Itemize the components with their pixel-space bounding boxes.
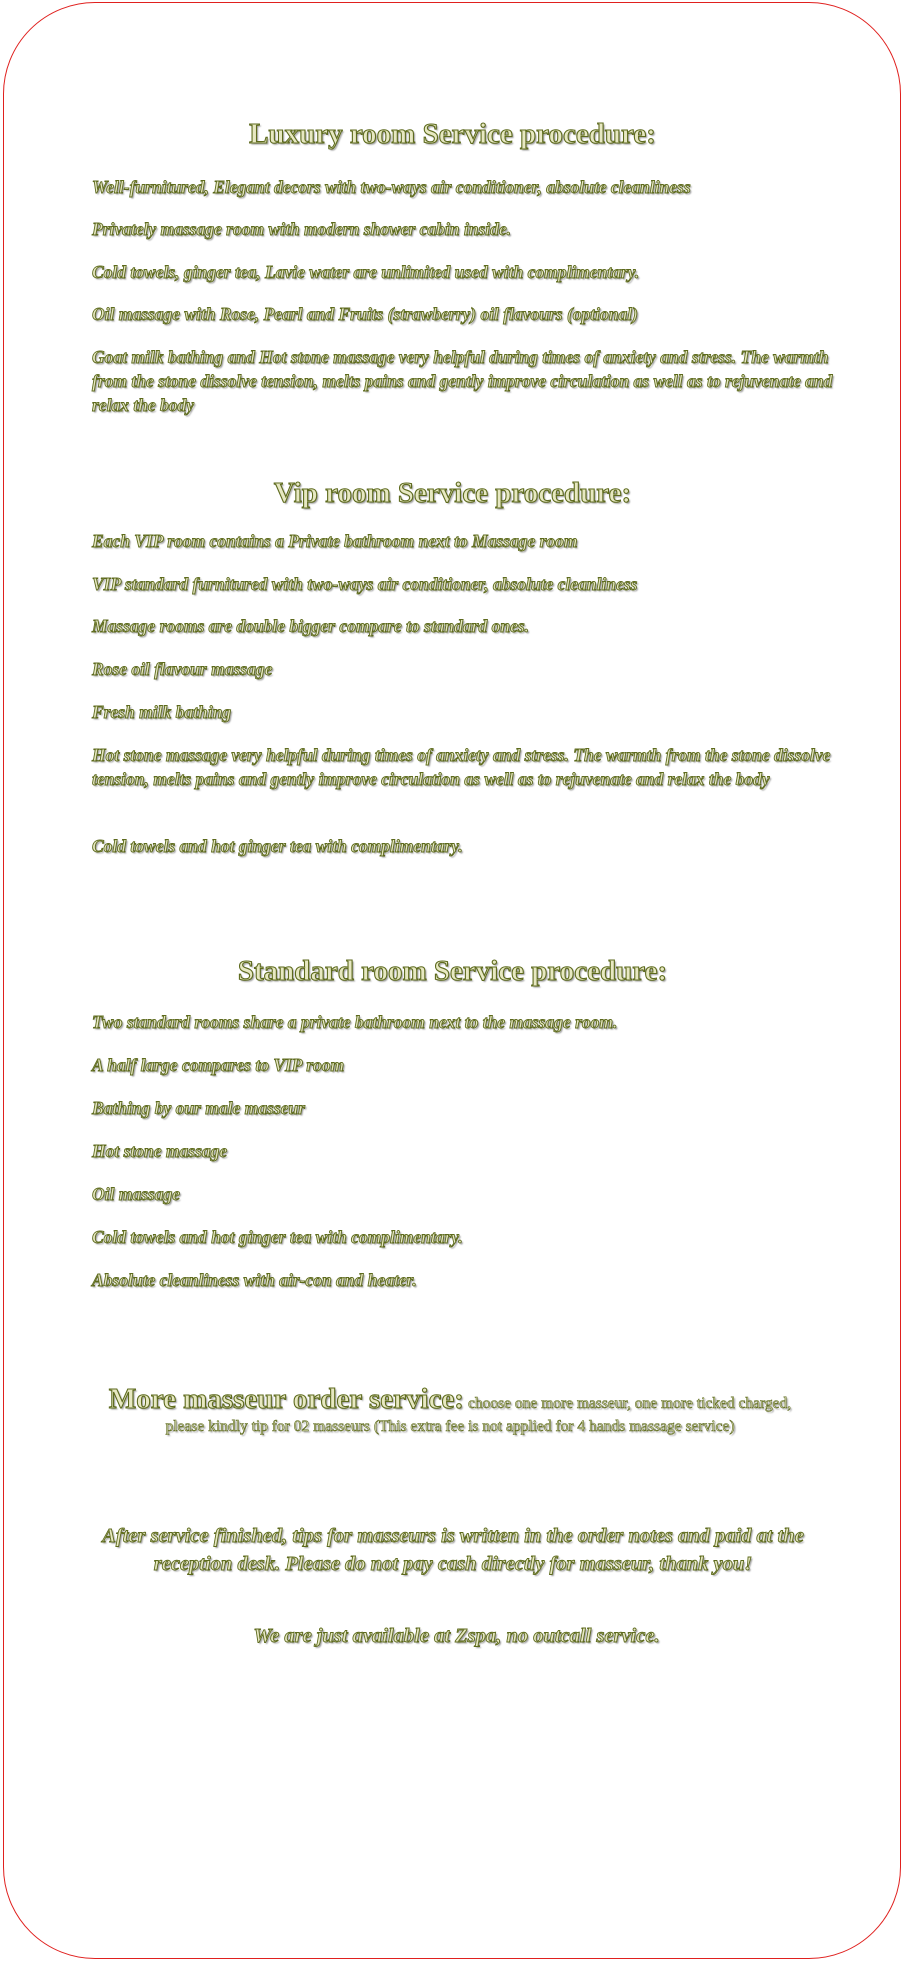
- standard-item-5: Oil massage: [92, 1184, 180, 1204]
- luxury-item-5: Goat milk bathing and Hot stone massage very helpful during times of anxiety and stress. The warmth from the stone dissolve tension, melts pains and gently improve circulation as well as to rejuvenate and relax the body: [92, 347, 833, 415]
- vip-item-6: Hot stone massage very helpful during times of anxiety and stress. The warmth from the stone dissolve tension, melts pains and gently improve circulation as well as to rejuvenate and relax the body: [92, 745, 831, 789]
- vip-item-2: VIP standard furnitured with two-ways air conditioner, absolute cleanliness: [92, 574, 638, 594]
- luxury-heading: Luxury room Service procedure:: [249, 118, 656, 150]
- luxury-item-1: Well-furnitured, Elegant decors with two-ways air conditioner, absolute cleanliness: [92, 177, 691, 197]
- standard-item-4: Hot stone massage: [92, 1141, 228, 1161]
- vip-heading: Vip room Service procedure:: [273, 477, 632, 509]
- luxury-item-3: Cold towels, ginger tea, Lavie water are unlimited used with complimentary.: [92, 262, 640, 282]
- standard-heading: Standard room Service procedure:: [237, 955, 668, 987]
- vip-item-4: Rose oil flavour massage: [92, 659, 273, 679]
- standard-item-1: Two standard rooms share a private bathroom next to the massage room.: [92, 1012, 618, 1032]
- standard-item-2: A half large compares to VIP room: [92, 1055, 345, 1075]
- more-service-title: More masseur order service:: [108, 1383, 464, 1415]
- standard-item-6: Cold towels and hot ginger tea with complimentary.: [92, 1227, 463, 1247]
- availability-note: We are just available at Zspa, no outcall service.: [253, 1625, 660, 1647]
- vip-item-3: Massage rooms are double bigger compare to standard ones.: [92, 616, 530, 636]
- luxury-item-2: Privately massage room with modern shower cabin inside.: [92, 219, 512, 239]
- vip-item-7: Cold towels and hot ginger tea with complimentary.: [92, 836, 463, 856]
- standard-item-3: Bathing by our male masseur: [92, 1098, 305, 1118]
- luxury-item-4: Oil massage with Rose, Pearl and Fruits (strawberry) oil flavours (optional): [92, 304, 638, 324]
- vip-item-1: Each VIP room contains a Private bathroom next to Massage room: [92, 531, 578, 551]
- tips-note: After service finished, tips for masseurs is written in the order notes and paid at the reception desk. Please do not pay cash directly for masseur, thank you!: [102, 1525, 804, 1575]
- vip-item-5: Fresh milk bathing: [92, 702, 232, 722]
- standard-item-7: Absolute cleanliness with air-con and heater.: [92, 1270, 417, 1290]
- more-service-block: [105, 1383, 795, 1438]
- more-service-body: choose one more masseur, one more ticked charged, please kindly tip for 02 masseurs (This extra fee is not applied for 4 hands massage service): [165, 1395, 792, 1435]
